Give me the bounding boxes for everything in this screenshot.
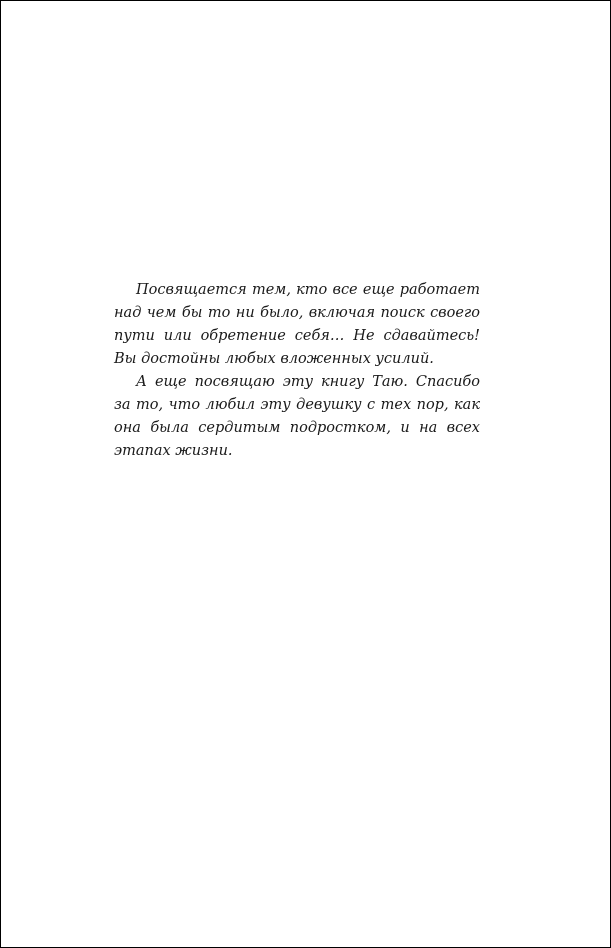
dedication-text	[114, 279, 480, 463]
dedication-paragraph-1: Посвящается тем, кто все еще работает над чем бы то ни было, включая поиск своего пути или обретение себя… Не сдавайтесь! Вы достойны любых вложенных усилий.	[114, 282, 480, 367]
dedication-paragraph-2: А еще посвящаю эту книгу Таю. Спасибо за то, что любил эту девушку с тех пор, как она была сердитым подростком, и на всех этапах жизни.	[114, 374, 480, 459]
